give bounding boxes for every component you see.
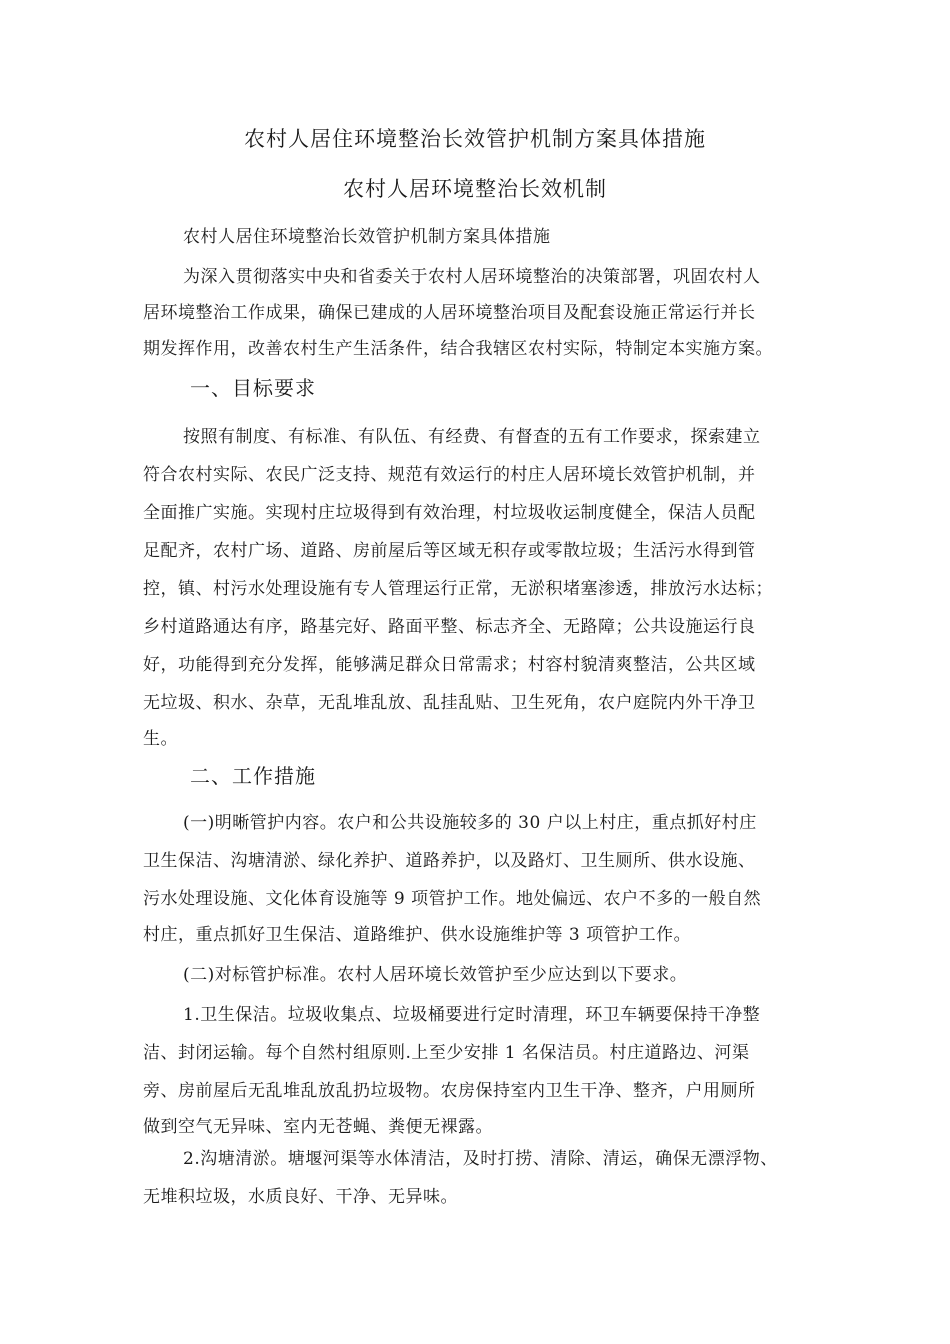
paragraph-line: 乡村道路通达有序，路基完好、路面平整、标志齐全、无路障；公共设施运行良 xyxy=(143,617,756,637)
paragraph-line: 符合农村实际、农民广泛支持、规范有效运行的村庄人居环境长效管护机制，并 xyxy=(143,465,756,485)
section-heading-1: 一、目标要求 xyxy=(190,376,316,400)
document-title: 农村人居住环境整治长效管护机制方案具体措施 xyxy=(244,127,706,151)
paragraph-line: 洁、封闭运输。每个自然村组原则.上至少安排 1 名保洁员。村庄道路边、河渠 xyxy=(143,1043,750,1063)
paragraph-line: 为深入贯彻落实中央和省委关于农村人居环境整治的决策部署，巩固农村人 xyxy=(183,267,761,287)
paragraph-line: 控，镇、村污水处理设施有专人管理运行正常，无淤积堵塞渗透，排放污水达标； xyxy=(143,579,773,599)
paragraph-line: 2.沟塘清淤。塘堰河渠等水体清洁，及时打捞、清除、清运，确保无漂浮物、 xyxy=(183,1149,778,1169)
paragraph-line: 村庄，重点抓好卫生保洁、道路维护、供水设施维护等 3 项管护工作。 xyxy=(143,925,692,945)
paragraph-line: 旁、房前屋后无乱堆乱放乱扔垃圾物。农房保持室内卫生干净、整齐，户用厕所 xyxy=(143,1081,756,1101)
paragraph-line: 按照有制度、有标准、有队伍、有经费、有督查的五有工作要求，探索建立 xyxy=(183,427,761,447)
paragraph-line: 好，功能得到充分发挥，能够满足群众日常需求；村容村貌清爽整洁，公共区域 xyxy=(143,655,756,675)
paragraph-line: 期发挥作用，改善农村生产生活条件，结合我辖区农村实际，特制定本实施方案。 xyxy=(143,339,773,359)
document-subtitle: 农村人居环境整治长效机制 xyxy=(343,177,607,201)
paragraph-line: 做到空气无异味、室内无苍蝇、粪便无裸露。 xyxy=(143,1117,493,1137)
paragraph-line: 无垃圾、积水、杂草，无乱堆乱放、乱挂乱贴、卫生死角，农户庭院内外干净卫 xyxy=(143,693,756,713)
paragraph-line: 足配齐，农村广场、道路、房前屋后等区域无积存或零散垃圾；生活污水得到管 xyxy=(143,541,756,561)
section-heading-2: 二、工作措施 xyxy=(190,764,316,788)
paragraph-line: 居环境整治工作成果，确保已建成的人居环境整治项目及配套设施正常运行并长 xyxy=(143,303,756,323)
paragraph-line: 卫生保洁、沟塘清淤、绿化养护、道路养护，以及路灯、卫生厕所、供水设施、 xyxy=(143,851,756,871)
paragraph-line: 1.卫生保洁。垃圾收集点、垃圾桶要进行定时清理，环卫车辆要保持干净整 xyxy=(183,1005,761,1025)
paragraph-line: 全面推广实施。实现村庄垃圾得到有效治理，村垃圾收运制度健全，保洁人员配 xyxy=(143,503,756,523)
paragraph-line: (一)明晰管护内容。农户和公共设施较多的 30 户以上村庄，重点抓好村庄 xyxy=(183,813,757,833)
paragraph-line: (二)对标管护标准。农村人居环境长效管护至少应达到以下要求。 xyxy=(183,965,688,985)
intro-heading: 农村人居住环境整治长效管护机制方案具体措施 xyxy=(183,227,551,247)
paragraph-line: 污水处理设施、文化体育设施等 9 项管护工作。地处偏远、农户不多的一般自然 xyxy=(143,889,762,909)
paragraph-line: 无堆积垃圾，水质良好、干净、无异味。 xyxy=(143,1187,458,1207)
paragraph-line: 生。 xyxy=(143,729,178,749)
